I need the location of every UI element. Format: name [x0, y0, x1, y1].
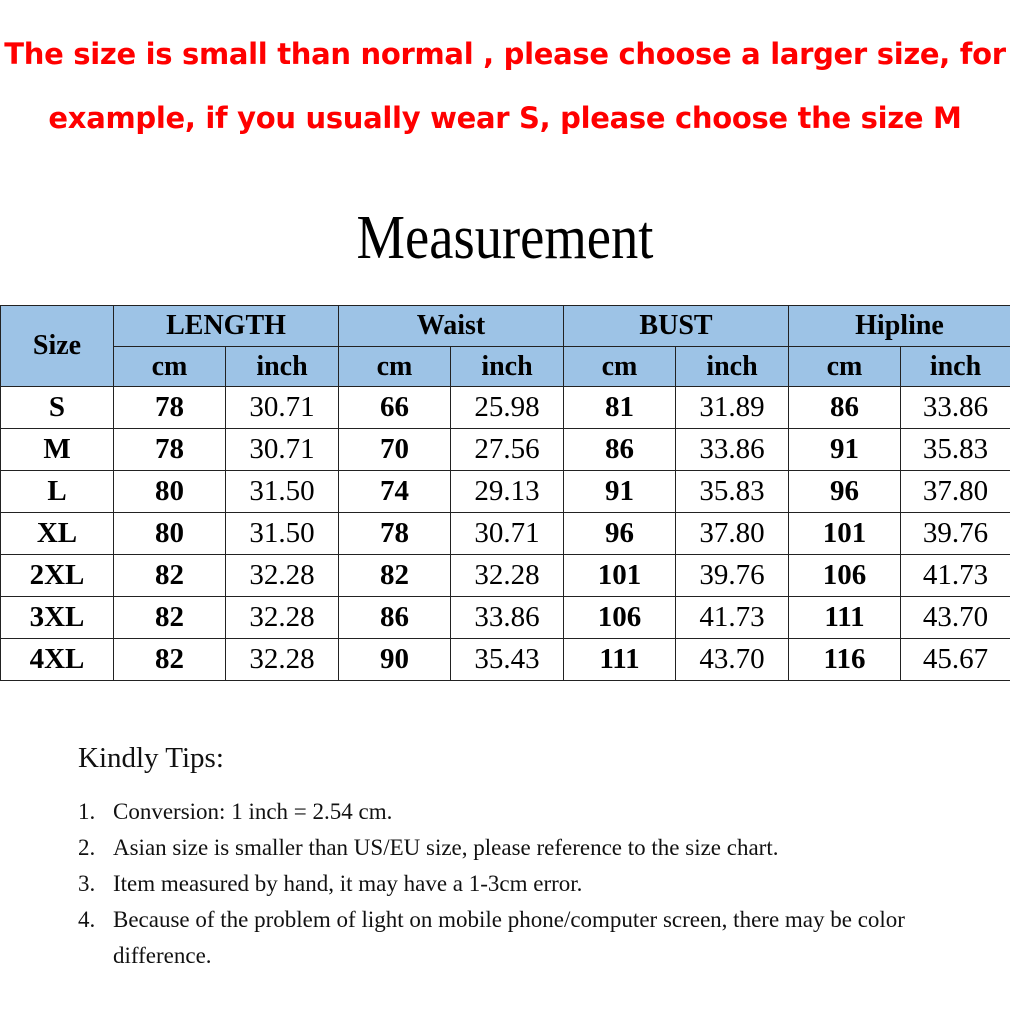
- list-item-number: 3.: [78, 871, 96, 896]
- size-label: XL: [1, 513, 114, 555]
- size-label: S: [1, 387, 114, 429]
- table-row: [1, 471, 1010, 513]
- table-cell: 82: [339, 555, 451, 597]
- table-cell: 37.80: [901, 471, 1010, 513]
- unit-header: cm: [789, 347, 901, 387]
- table-cell: 43.70: [676, 639, 789, 681]
- list-item-text: Because of the problem of light on mobile phone/computer screen, there may be color difference.: [113, 907, 905, 968]
- table-cell: 80: [114, 471, 226, 513]
- size-notice-line-1: The size is small than normal , please choose a larger size, for: [4, 37, 1006, 71]
- table-cell: 43.70: [901, 597, 1010, 639]
- table-cell: 37.80: [676, 513, 789, 555]
- table-cell: 39.76: [901, 513, 1010, 555]
- size-label: 3XL: [1, 597, 114, 639]
- table-cell: 78: [114, 387, 226, 429]
- table-cell: 31.89: [676, 387, 789, 429]
- table-row: [1, 639, 1010, 681]
- table-header-row-units: [1, 347, 1010, 387]
- table-cell: 25.98: [451, 387, 564, 429]
- size-label: M: [1, 429, 114, 471]
- table-cell: 35.43: [451, 639, 564, 681]
- table-cell: 86: [564, 429, 676, 471]
- page-title: Measurement: [356, 204, 654, 272]
- table-cell: 86: [789, 387, 901, 429]
- list-item-number: 2.: [78, 835, 96, 860]
- table-cell: 35.83: [676, 471, 789, 513]
- list-item: [78, 794, 978, 830]
- unit-header: inch: [226, 347, 339, 387]
- tips-list: [78, 794, 978, 974]
- column-group-bust: BUST: [564, 306, 789, 347]
- unit-header: cm: [564, 347, 676, 387]
- table-cell: 101: [789, 513, 901, 555]
- table-cell: 39.76: [676, 555, 789, 597]
- list-item-number: 1.: [78, 799, 96, 824]
- size-chart-table: [0, 305, 1010, 681]
- list-item: [78, 866, 978, 902]
- table-cell: 41.73: [676, 597, 789, 639]
- list-item-text: Item measured by hand, it may have a 1-3cm error.: [113, 871, 583, 896]
- size-label: 4XL: [1, 639, 114, 681]
- table-cell: 32.28: [226, 597, 339, 639]
- size-label: 2XL: [1, 555, 114, 597]
- table-row: [1, 387, 1010, 429]
- table-cell: 82: [114, 597, 226, 639]
- table-cell: 101: [564, 555, 676, 597]
- table-row: [1, 555, 1010, 597]
- table-cell: 31.50: [226, 471, 339, 513]
- table-cell: 96: [564, 513, 676, 555]
- table-cell: 86: [339, 597, 451, 639]
- column-group-length: LENGTH: [114, 306, 339, 347]
- list-item: [78, 902, 978, 974]
- unit-header: inch: [676, 347, 789, 387]
- tips-title: Kindly Tips:: [78, 742, 224, 774]
- table-cell: 82: [114, 639, 226, 681]
- table-cell: 35.83: [901, 429, 1010, 471]
- table-row: [1, 513, 1010, 555]
- table-cell: 74: [339, 471, 451, 513]
- table-cell: 90: [339, 639, 451, 681]
- table-cell: 30.71: [226, 429, 339, 471]
- table-cell: 30.71: [451, 513, 564, 555]
- list-item-number: 4.: [78, 907, 96, 932]
- table-cell: 41.73: [901, 555, 1010, 597]
- table-header-row-groups: [1, 306, 1010, 347]
- list-item-text: Asian size is smaller than US/EU size, please reference to the size chart.: [113, 835, 779, 860]
- table-cell: 32.28: [226, 555, 339, 597]
- table-cell: 96: [789, 471, 901, 513]
- table-cell: 81: [564, 387, 676, 429]
- table-cell: 91: [789, 429, 901, 471]
- table-cell: 33.86: [676, 429, 789, 471]
- size-notice-line-2: example, if you usually wear S, please choose the size M: [48, 101, 962, 135]
- table-cell: 78: [114, 429, 226, 471]
- table-cell: 30.71: [226, 387, 339, 429]
- table-cell: 80: [114, 513, 226, 555]
- column-group-waist: Waist: [339, 306, 564, 347]
- table-cell: 45.67: [901, 639, 1010, 681]
- table-cell: 31.50: [226, 513, 339, 555]
- table-cell: 78: [339, 513, 451, 555]
- size-notice: [0, 22, 1010, 150]
- table-cell: 91: [564, 471, 676, 513]
- table-cell: 33.86: [901, 387, 1010, 429]
- table-row: [1, 429, 1010, 471]
- table-cell: 106: [564, 597, 676, 639]
- table-cell: 33.86: [451, 597, 564, 639]
- table-cell: 116: [789, 639, 901, 681]
- column-group-hipline: Hipline: [789, 306, 1010, 347]
- table-cell: 27.56: [451, 429, 564, 471]
- table-cell: 106: [789, 555, 901, 597]
- table-cell: 111: [789, 597, 901, 639]
- list-item-text: Conversion: 1 inch = 2.54 cm.: [113, 799, 393, 824]
- table-cell: 32.28: [451, 555, 564, 597]
- table-cell: 32.28: [226, 639, 339, 681]
- unit-header: inch: [901, 347, 1010, 387]
- unit-header: cm: [339, 347, 451, 387]
- size-label: L: [1, 471, 114, 513]
- column-header-size: Size: [1, 306, 114, 387]
- table-row: [1, 597, 1010, 639]
- table-cell: 111: [564, 639, 676, 681]
- table-cell: 29.13: [451, 471, 564, 513]
- table-cell: 66: [339, 387, 451, 429]
- kindly-tips: [78, 736, 978, 974]
- table-cell: 82: [114, 555, 226, 597]
- unit-header: cm: [114, 347, 226, 387]
- unit-header: inch: [451, 347, 564, 387]
- table-cell: 70: [339, 429, 451, 471]
- list-item: [78, 830, 978, 866]
